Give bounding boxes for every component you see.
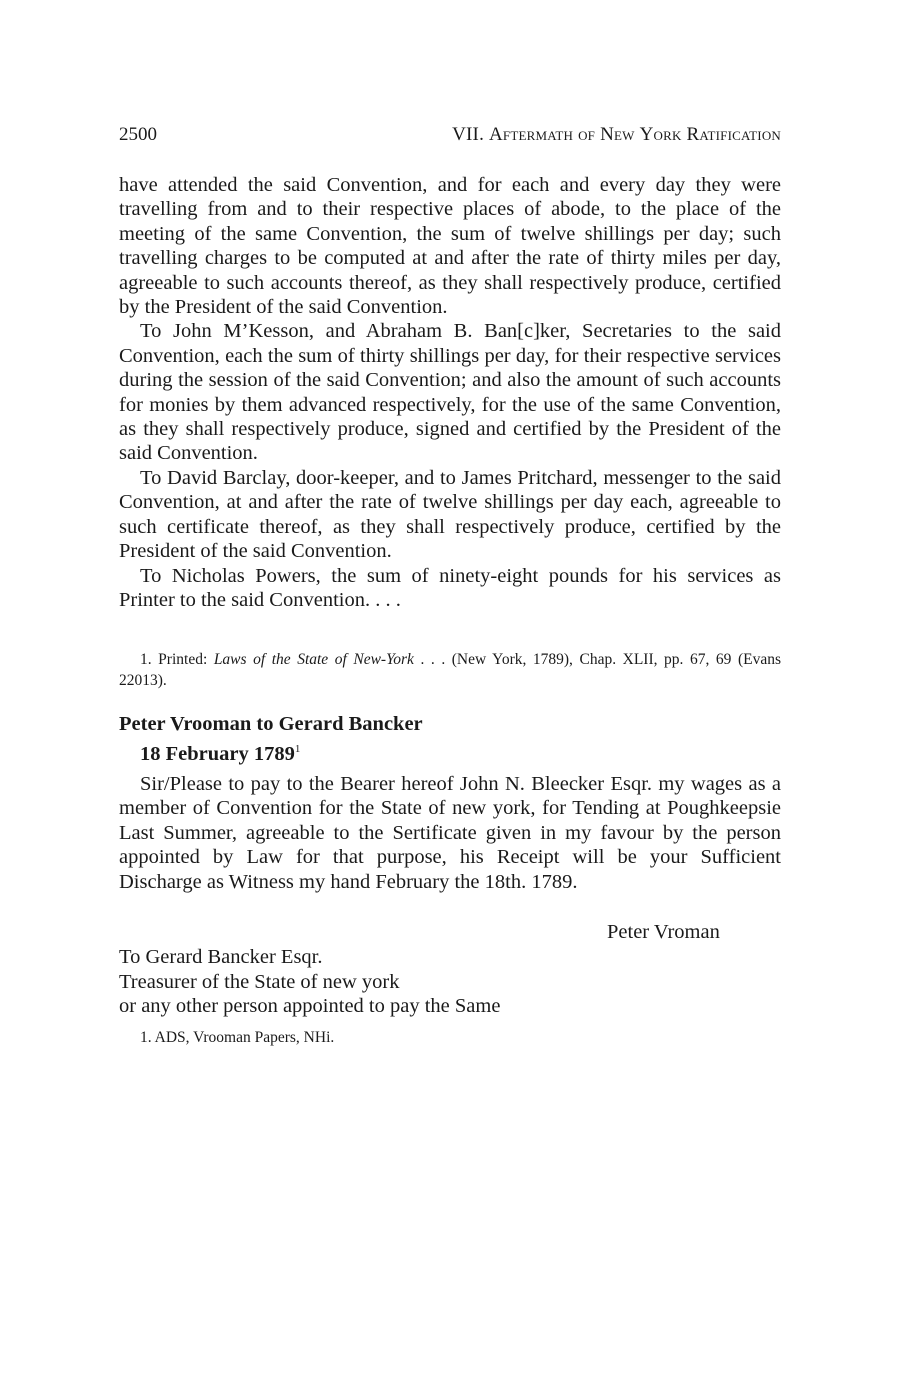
title-word: Aftermath	[488, 124, 574, 145]
running-title	[452, 123, 781, 147]
footnote-prefix: 1. Printed:	[140, 651, 214, 668]
page-number: 2500	[119, 124, 157, 145]
paragraph: have attended the said Convention, and for each and every day they were travelling from and to their respective places of abode, to the place of the meeting of the same Convention, the sum of twelve shillings per day; such travelling charges to be computed at and after the rate of thirty miles per day, agreeable to such accounts thereof, as they shall respectively produce, certified by the President of the said Convention.	[119, 174, 781, 319]
address-line: Treasurer of the State of new york	[119, 970, 400, 993]
letter-paragraph: Sir/Please to pay to the Bearer hereof John N. Bleecker Esqr. my wages as a member of Convention for the State of new york, for Tending at Poughkeepsie Last Summer, agreeable to the Sertificate given in my favour by the person appointed by Law for that purpose, his Receipt will be your Sufficient Discharge as Witness my hand February the 18th. 1789.	[119, 773, 781, 893]
document-heading	[119, 712, 781, 767]
address-block	[119, 945, 500, 1019]
signature: Peter Vroman	[607, 921, 720, 943]
paragraph: To Nicholas Powers, the sum of ninety-eight pounds for his services as Printer to the said Convention. . . .	[119, 564, 781, 611]
title-word: of	[578, 124, 596, 145]
paragraph: To John M’Kesson, and Abraham B. Ban[c]ker, Secretaries to the said Convention, each the sum of thirty shillings per day, for their respective services during the session of the said Convention; and also the amount of such accounts for monies by them advanced respectively, for the use of the same Convention, as they shall respectively produce, signed and certified by the President of the said Convention.	[119, 320, 781, 465]
section-numeral: VII.	[452, 124, 485, 145]
footnote	[119, 649, 781, 691]
section-title	[489, 124, 781, 145]
title-word: Ratification	[686, 124, 781, 145]
footnote-suffix: . . . (New York, 1789), Chap. XLII, pp. 67, 69 (Evans 22013).	[119, 651, 781, 689]
running-head	[119, 123, 781, 147]
footnote	[119, 1027, 781, 1048]
heading-title: Peter Vrooman to Gerard Bancker	[119, 713, 423, 735]
title-word: York	[639, 124, 682, 145]
footnote-italic-title: Laws of the State of New-York	[213, 651, 414, 668]
paragraph: To David Barclay, door-keeper, and to James Pritchard, messenger to the said Convention, at and after the rate of twelve shillings per day each, agreeable to such certificate thereof, as they shall respectively produce, certified by the President of the said Convention.	[119, 466, 781, 563]
heading-date: 18 February 1789	[140, 743, 295, 765]
address-line: To Gerard Bancker Esqr.	[119, 946, 323, 968]
continued-text	[119, 173, 781, 612]
title-word: New	[600, 124, 635, 145]
letter-body	[119, 772, 781, 894]
address-line: or any other person appointed to pay the Same	[119, 995, 501, 1018]
footnote-marker: 1	[294, 743, 301, 755]
footnote-text: 1. ADS, Vrooman Papers, NHi.	[140, 1029, 335, 1046]
